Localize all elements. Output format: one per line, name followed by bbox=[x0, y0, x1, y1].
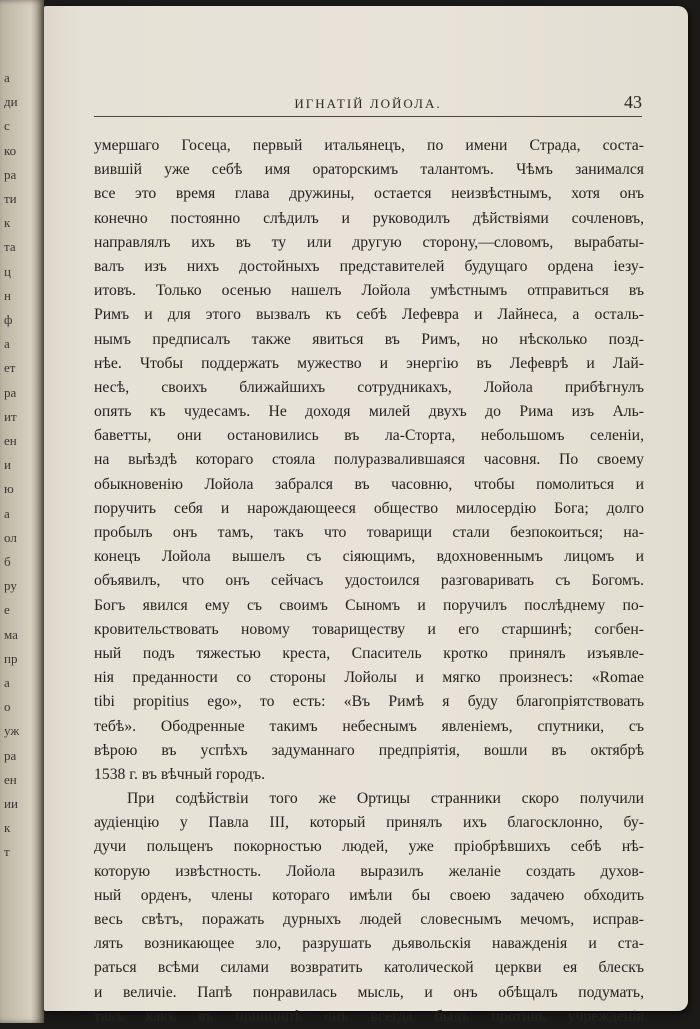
page-number: 43 bbox=[624, 92, 642, 112]
text-line: несѣ, своихъ ближайшихъ сотрудникахъ, Лойола прибѣгнулъ bbox=[94, 378, 644, 396]
text-line: дучи польщенъ покорностью людей, уже пріобрѣвшихъ себѣ нѣ- bbox=[94, 838, 644, 856]
text-line: весь свѣтъ, поражать дурныхъ людей словеснымъ мечомъ, исправ- bbox=[94, 911, 644, 928]
text-line: ный орденъ, члены котораго имѣли бы своею задачею обходить bbox=[94, 886, 644, 904]
text-line: баветты, они остановились въ ла-Сторта, небольшомъ селеніи, bbox=[94, 427, 644, 445]
text-line: Римъ и для этого вызвалъ къ себѣ Лефевра и Лайнеса, а осталь- bbox=[94, 306, 644, 324]
text-line: все это время глава дружины, остается неизвѣстнымъ, хотя онъ bbox=[94, 185, 644, 203]
left-page-fragment: а bbox=[4, 675, 10, 690]
text-line: умершаго Госеца, первый итальянецъ, по имени Страда, соста- bbox=[94, 137, 644, 154]
left-page-fragment: ди bbox=[4, 94, 18, 110]
left-page-fragment: та bbox=[4, 239, 16, 255]
left-page-fragment: ти bbox=[4, 191, 17, 206]
left-page-fragment: ра bbox=[4, 747, 17, 763]
left-page-fragment: т bbox=[4, 844, 10, 860]
text-line: поручить себя и нарождающееся общество милосердію Бога; долго bbox=[94, 499, 644, 517]
text-line: 1538 г. въ вѣчный городъ. bbox=[94, 765, 266, 783]
text-line: Богъ явился ему съ своимъ Сыномъ и поручилъ послѣднему по- bbox=[94, 596, 644, 614]
left-page-fragment: ко bbox=[4, 142, 17, 158]
left-page-fragment: ра bbox=[4, 384, 17, 400]
left-page-fragment: а bbox=[4, 336, 10, 352]
text-line: вѣрою въ успѣхъ задуманнаго предпріятія, вошли въ октябрѣ bbox=[94, 741, 644, 759]
left-page-fragment: ма bbox=[4, 626, 18, 642]
left-page-fragment: ф bbox=[4, 312, 13, 327]
running-title: ИГНАТІЙ ЛОЙОЛА. bbox=[294, 96, 442, 111]
text-line: на выѣздѣ котораго стояла полуразвалившаяся часовня. По своему bbox=[94, 451, 644, 469]
left-page-fragment: ит bbox=[4, 408, 17, 424]
text-line: нымъ предписалъ также явиться въ Римъ, но нѣсколько позд- bbox=[94, 330, 644, 348]
left-page-fragment: ол bbox=[4, 529, 17, 545]
left-page-fragment: ю bbox=[4, 481, 14, 497]
left-page-fragment: ет bbox=[4, 360, 16, 376]
left-page-fragment: пр bbox=[4, 650, 18, 666]
left-page-fragment: б bbox=[4, 554, 11, 569]
running-head bbox=[94, 94, 642, 117]
text-line: объявилъ, что онъ сейчасъ удостоился разговаривать съ Богомъ. bbox=[94, 572, 644, 590]
text-line: которую извѣстность. Лойола выразилъ желаніе создать духов- bbox=[94, 862, 644, 880]
left-page-fragment: и bbox=[4, 457, 11, 473]
left-page-fragment: е bbox=[4, 602, 10, 618]
text-line: нія преданности со стороны Лойолы и мягко произнесъ: «Romae bbox=[94, 669, 644, 687]
left-page-fragment: ра bbox=[4, 166, 17, 182]
text-line: tibi propitius ego», то есть: «Въ Римѣ я буду благопріятствовать bbox=[94, 693, 644, 711]
text-line: такъ какъ въ принципѣ онъ всегда былъ противъ учрежденія bbox=[94, 1007, 644, 1025]
left-page-fragment: о bbox=[4, 699, 11, 715]
left-page-fragment: ии bbox=[4, 796, 18, 811]
left-page-fragment: а bbox=[4, 70, 10, 85]
text-line: итовъ. Только осенью нашелъ Лойола умѣстнымъ отправиться въ bbox=[94, 282, 644, 300]
book-page bbox=[44, 6, 688, 1025]
left-page-fragment: ен bbox=[4, 771, 17, 787]
text-line: конецъ Лойола вышелъ съ сіяющимъ, вдохновеннымъ лицомъ и bbox=[94, 548, 644, 566]
text-line: конечно постоянно слѣдилъ и руководилъ дѣйствіями сочленовъ, bbox=[94, 209, 644, 227]
text-line: опять къ чудесамъ. Не доходя милей двухъ до Рима изъ Аль- bbox=[94, 403, 644, 421]
left-page-fragment: к bbox=[4, 215, 11, 231]
left-page-fragment: н bbox=[4, 287, 11, 303]
text-line: тебѣ». Ободренные такимъ небеснымъ явленіемъ, спутники, съ bbox=[94, 717, 644, 735]
left-page-fragment: уж bbox=[4, 723, 20, 739]
text-line: кровительствовать новому товариществу и его старшинѣ; согбен- bbox=[94, 620, 644, 638]
left-page-fragment: ц bbox=[4, 263, 11, 279]
text-line: направлялъ ихъ въ ту или другую сторону,—словомъ, вырабаты- bbox=[94, 233, 644, 251]
text-line: лять возникающее зло, разрушать дьявольскія наважденія и ста- bbox=[94, 935, 644, 953]
text-line: аудіенцію у Павла III, который принялъ ихъ благосклонно, бу- bbox=[94, 814, 644, 832]
text-line: пробылъ онъ тамъ, такъ что товарищи стали безпокоиться; на- bbox=[94, 524, 644, 541]
text-line: валъ изъ нихъ достойныхъ представителей будущаго ордена іезу- bbox=[94, 257, 644, 275]
left-page-fragment: ен bbox=[4, 433, 17, 448]
text-line: обыкновенію Лойола забрался въ часовню, чтобы помолиться и bbox=[94, 475, 644, 493]
left-page-fragment: с bbox=[4, 118, 10, 134]
left-page-edge bbox=[0, 0, 44, 1023]
text-line: и величіе. Папѣ понравилась мысль, и онъ обѣщалъ подумать, bbox=[94, 983, 644, 1001]
body-text bbox=[94, 134, 644, 1029]
left-page-fragment: ру bbox=[4, 578, 17, 594]
left-page-fragment: к bbox=[4, 820, 11, 836]
text-line: раться всѣми силами возвратить католической церкви ея блескъ bbox=[94, 959, 644, 977]
left-page-fragment: а bbox=[4, 505, 10, 521]
text-line: При содѣйствіи того же Ортицы странники скоро получили bbox=[126, 790, 644, 808]
text-line: ный подъ тяжестью креста, Спаситель кротко принялъ изъявле- bbox=[94, 644, 644, 662]
text-line: вившій уже себѣ имя ораторскимъ талантомъ. Чѣмъ занимался bbox=[94, 161, 644, 179]
text-line: нѣе. Чтобы поддержать мужество и энергію въ Лефеврѣ и Лай- bbox=[94, 354, 644, 372]
